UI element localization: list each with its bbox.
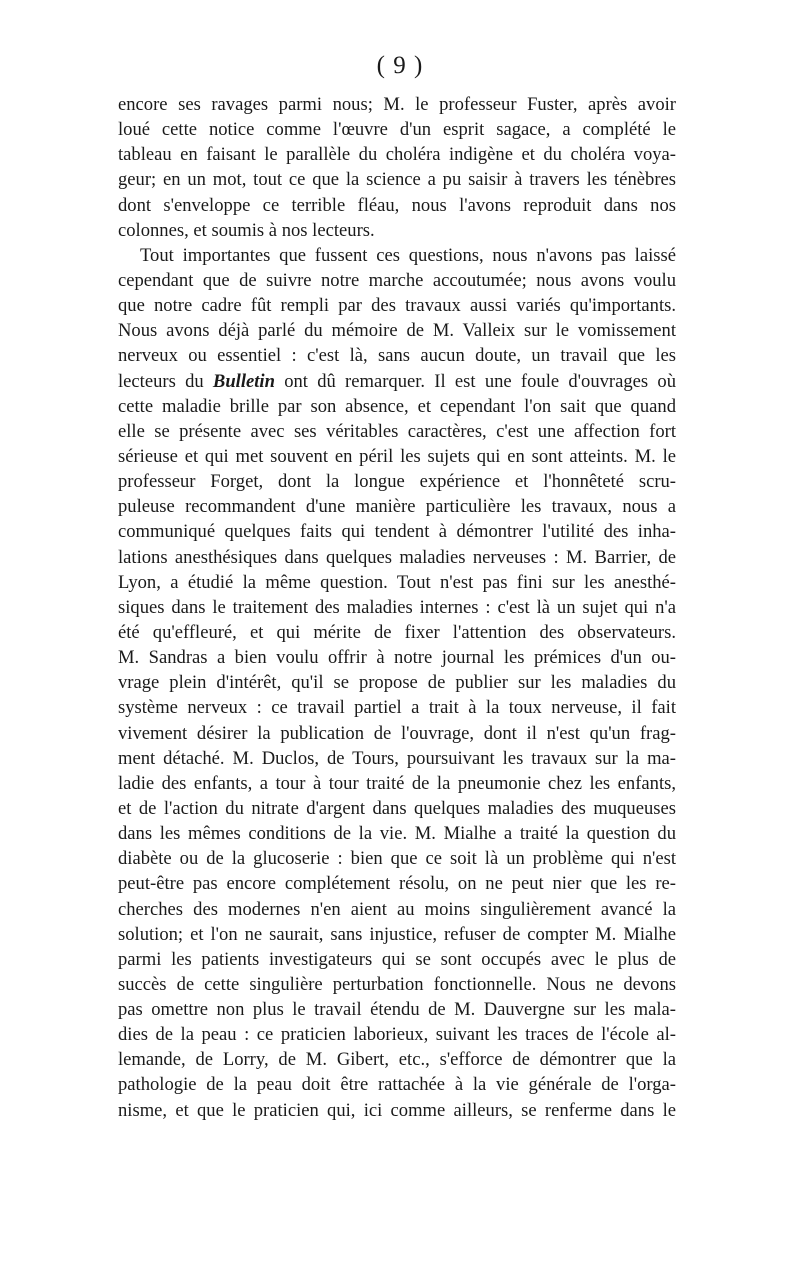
text-line: elle se présente avec ses véritables caractères, c'est une affection fort <box>118 420 676 442</box>
text-line: Lyon, a étudié la même question. Tout n'est pas fini sur les anesthé- <box>118 571 676 593</box>
text-line: diabète ou de la glucoserie : bien que ce soit là un problème qui n'est <box>118 848 676 870</box>
journal-title: Bulletin <box>212 370 275 392</box>
text-line: nerveux ou essentiel : c'est là, sans aucun doute, un travail que les <box>118 345 676 367</box>
text-line: tableau en faisant le parallèle du choléra indigène et du choléra voya- <box>118 144 676 166</box>
text-line: que notre cadre fût rempli par des travaux aussi variés qu'importants. <box>118 295 676 317</box>
text-line: encore ses ravages parmi nous; M. le professeur Fuster, après avoir <box>118 94 676 115</box>
text-line: M. Sandras a bien voulu offrir à notre journal les prémices d'un ou- <box>118 647 676 669</box>
text-line: communiqué quelques faits qui tendent à démontrer l'utilité des inha- <box>118 521 676 543</box>
text-line-with-italic <box>118 369 676 394</box>
text-line: dans les mêmes conditions de la vie. M. Mialhe a traité la question du <box>118 823 676 845</box>
text-line: système nerveux : ce travail partiel a trait à la toux nerveuse, il fait <box>118 697 676 719</box>
text-line: ladie des enfants, a tour à tour traité de la pneumonie chez les enfants, <box>118 772 676 794</box>
text-line: Nous avons déjà parlé du mémoire de M. Valleix sur le vomissement <box>118 320 676 342</box>
text-line: sérieuse et qui met souvent en péril les sujets qui en sont atteints. M. le <box>118 445 676 467</box>
text-line: parmi les patients investigateurs qui se sont occupés avec le plus de <box>118 948 676 970</box>
text-line: lemande, de Lorry, de M. Gibert, etc., s'efforce de démontrer que la <box>118 1049 676 1071</box>
text-line: cette maladie brille par son absence, et cependant l'on sait que quand <box>118 395 676 417</box>
text-line: professeur Forget, dont la longue expérience et l'honnêteté scru- <box>118 471 676 493</box>
text-line: ment détaché. M. Duclos, de Tours, poursuivant les travaux sur la ma- <box>118 747 676 769</box>
text-fragment: lecteurs du <box>118 370 213 392</box>
text-line: dies de la peau : ce praticien laborieux, suivant les traces de l'école al- <box>118 1024 676 1046</box>
text-line: cherches des modernes n'en aient au moins singulièrement avancé la <box>118 898 676 920</box>
text-line: loué cette notice comme l'œuvre d'un esprit sagace, a complété le <box>118 119 676 141</box>
text-line: cependant que de suivre notre marche accoutumée; nous avons voulu <box>118 269 676 291</box>
text-line: pathologie de la peau doit être rattachée à la vie générale de l'orga- <box>118 1074 676 1096</box>
text-line: nisme, et que le praticien qui, ici comme ailleurs, se renferme dans le <box>118 1099 676 1121</box>
text-line: succès de cette singulière perturbation fonctionnelle. Nous ne devons <box>118 973 676 995</box>
text-line: et de l'action du nitrate d'argent dans quelques maladies des muqueuses <box>118 797 676 819</box>
text-line: peut-être pas encore complétement résolu, on ne peut nier que les re- <box>118 873 676 895</box>
text-line: dont s'enveloppe ce terrible fléau, nous l'avons reproduit dans nos <box>118 194 676 216</box>
text-line: pas omettre non plus le travail étendu de M. Dauvergne sur les mala- <box>118 999 676 1021</box>
text-line: Tout importantes que fussent ces questions, nous n'avons pas laissé <box>140 244 676 266</box>
page-number: ( 9 ) <box>376 52 424 79</box>
body-text <box>118 92 676 1123</box>
text-fragment: ont dû remarquer. Il est une foule d'ouvrages où <box>274 370 676 392</box>
text-line: été qu'effleuré, et qui mérite de fixer l'attention des observateurs. <box>118 621 676 643</box>
text-line: solution; et l'on ne saurait, sans injustice, refuser de compter M. Mialhe <box>118 923 676 945</box>
text-line: geur; en un mot, tout ce que la science a pu saisir à travers les ténèbres <box>118 169 676 191</box>
text-line: puleuse recommandent d'une manière particulière les travaux, nous a <box>118 496 676 518</box>
text-line: lations anesthésiques dans quelques maladies nerveuses : M. Barrier, de <box>118 546 676 568</box>
text-line: vivement désirer la publication de l'ouvrage, dont il n'est qu'un frag- <box>118 722 676 744</box>
text-line: vrage plein d'intérêt, qu'il se propose de publier sur les maladies du <box>118 672 676 694</box>
text-line: siques dans le traitement des maladies internes : c'est là un sujet qui n'a <box>118 596 676 618</box>
text-line: colonnes, et soumis à nos lecteurs. <box>118 219 375 241</box>
